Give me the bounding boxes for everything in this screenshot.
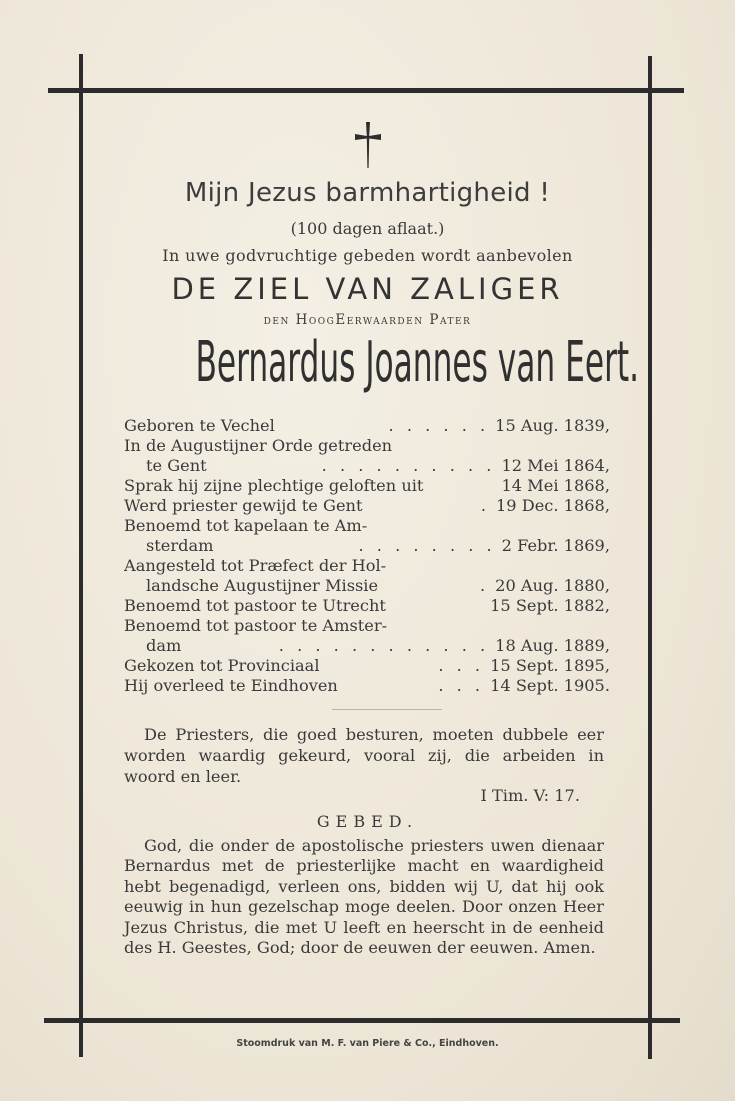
event-label: Aangesteld tot Præfect der Hol- bbox=[124, 556, 387, 575]
event-row bbox=[124, 636, 610, 656]
event-label: Hij overleed te Eindhoven bbox=[124, 676, 338, 695]
event-date: 20 Aug. 1880, bbox=[495, 576, 610, 595]
cross-icon bbox=[90, 120, 645, 170]
prayer-title: GEBED. bbox=[316, 812, 419, 831]
event-label: dam bbox=[146, 636, 182, 655]
event-label: sterdam bbox=[146, 536, 214, 555]
event-leader-dots: . bbox=[479, 576, 490, 595]
event-label: Benoemd tot pastoor te Utrecht bbox=[124, 596, 386, 615]
event-label: Gekozen tot Provinciaal bbox=[124, 656, 320, 675]
event-leader-dots: . . . bbox=[438, 676, 485, 695]
event-label: te Gent bbox=[146, 456, 207, 475]
left-border-rule bbox=[79, 54, 83, 1057]
event-row bbox=[124, 656, 610, 676]
recommendation-line: In uwe godvruchtige gebeden wordt aanbevolen bbox=[162, 246, 573, 265]
right-border-rule bbox=[648, 56, 652, 1059]
event-leader-dots: . . . . . . . . bbox=[358, 536, 496, 555]
event-label: In de Augustijner Orde getreden bbox=[124, 436, 393, 455]
printer-credit: Stoomdruk van M. F. van Piere & Co., Eindhoven. bbox=[236, 1038, 499, 1049]
event-row bbox=[124, 596, 610, 616]
event-date: 19 Dec. 1868, bbox=[495, 496, 610, 515]
event-row bbox=[124, 436, 610, 456]
event-label: Benoemd tot kapelaan te Am- bbox=[124, 516, 368, 535]
event-date: 12 Mei 1864, bbox=[501, 456, 610, 475]
event-date: 18 Aug. 1889, bbox=[495, 636, 610, 655]
event-row bbox=[124, 416, 610, 436]
event-row bbox=[124, 456, 610, 476]
event-label: Benoemd tot pastoor te Amster- bbox=[124, 616, 388, 635]
deceased-name: Bernardus Joannes van Eert. bbox=[195, 330, 640, 395]
event-row bbox=[124, 476, 610, 496]
life-events-list bbox=[124, 416, 610, 696]
event-row bbox=[124, 616, 610, 636]
event-row bbox=[124, 516, 610, 536]
separator-line bbox=[332, 709, 442, 710]
event-label: Sprak hij zijne plechtige geloften uit bbox=[124, 476, 424, 495]
event-label: landsche Augustijner Missie bbox=[146, 576, 379, 595]
scripture-quote: De Priesters, die goed besturen, moeten dubbele eer worden waardig gekeurd, vooral zij, die arbeiden in woord en leer. bbox=[124, 725, 604, 786]
bottom-border-rule bbox=[44, 1018, 680, 1023]
top-border-rule bbox=[48, 88, 684, 93]
event-label: Geboren te Vechel bbox=[124, 416, 275, 435]
event-row bbox=[124, 556, 610, 576]
event-date: 14 Mei 1868, bbox=[501, 476, 610, 495]
event-leader-dots: . . . bbox=[438, 656, 485, 675]
event-date: 15 Aug. 1839, bbox=[495, 416, 610, 435]
scripture-reference: I Tim. V: 17. bbox=[480, 786, 580, 805]
event-date: 15 Sept. 1895, bbox=[490, 656, 610, 675]
event-leader-dots: . . . . . . . . . . . . bbox=[278, 636, 490, 655]
event-row bbox=[124, 676, 610, 696]
event-row bbox=[124, 576, 610, 596]
prayer-text: God, die onder de apostolische priesters uwen dienaar Bernardus met de priesterlijke macht en waardigheid hebt begenadigd, verleen ons, bidden wij U, dat hij ook eeuwig in hun gezelschap moge deelen. Door onzen Heer Jezus Christus, die met U leeft en heerscht in de eenheid des H. Geestes, God; door de eeuwen der eeuwen. Amen. bbox=[124, 836, 604, 958]
event-leader-dots: . . . . . . . . . . bbox=[321, 456, 496, 475]
page-heading: Mijn Jezus barmhartigheid ! bbox=[184, 178, 551, 208]
event-date: 15 Sept. 1882, bbox=[490, 596, 610, 615]
event-date: 2 Febr. 1869, bbox=[501, 536, 610, 555]
indulgence-note: (100 dagen aflaat.) bbox=[290, 219, 445, 238]
rank-line: den HoogEerwaarden Pater bbox=[263, 312, 472, 328]
event-date: 14 Sept. 1905. bbox=[490, 676, 610, 695]
soul-line: DE ZIEL VAN ZALIGER bbox=[171, 272, 564, 306]
event-row bbox=[124, 496, 610, 516]
event-leader-dots: . bbox=[480, 496, 490, 515]
event-label: Werd priester gewijd te Gent bbox=[124, 496, 363, 515]
event-row bbox=[124, 536, 610, 556]
event-leader-dots: . . . . . . bbox=[388, 416, 490, 435]
